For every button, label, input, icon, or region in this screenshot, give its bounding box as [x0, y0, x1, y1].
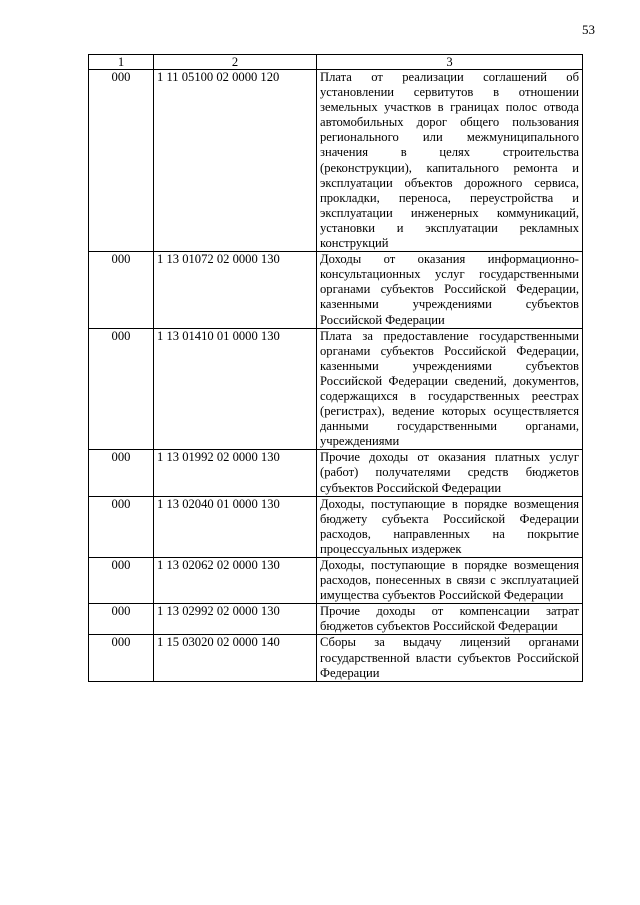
- admin-code-cell: 000: [89, 328, 154, 450]
- revenue-code-cell: 1 11 05100 02 0000 120: [154, 70, 317, 252]
- revenue-code-cell: 1 13 01410 01 0000 130: [154, 328, 317, 450]
- revenue-name-cell: Плата за предоставление государственными органами субъектов Российской Федерации, казенными учреждениями субъектов Российской Федерации сведений, документов, содержащихся в государственных реестрах (регистрах), ведение которых осуществляется данными государственными органами, учреждениями: [317, 328, 583, 450]
- page-number: 53: [582, 22, 595, 37]
- revenue-name-cell: Прочие доходы от компенсации затрат бюджетов субъектов Российской Федерации: [317, 604, 583, 635]
- admin-code-cell: 000: [89, 604, 154, 635]
- table-row: [89, 496, 583, 557]
- revenue-name-cell: Прочие доходы от оказания платных услуг (работ) получателями средств бюджетов субъектов Российской Федерации: [317, 450, 583, 496]
- table-row: [89, 70, 583, 252]
- revenue-code-cell: 1 13 02992 02 0000 130: [154, 604, 317, 635]
- column-header: 3: [317, 55, 583, 70]
- table-row: [89, 558, 583, 604]
- revenue-name-cell: Сборы за выдачу лицензий органами государственной власти субъектов Российской Федерации: [317, 635, 583, 681]
- revenue-code-cell: 1 13 01072 02 0000 130: [154, 252, 317, 328]
- revenue-name-cell: Доходы, поступающие в порядке возмещения расходов, понесенных в связи с эксплуатацией имущества субъектов Российской Федерации: [317, 558, 583, 604]
- revenue-name-cell: Доходы от оказания информационно-консультационных услуг государственными органами субъектов Российской Федерации, казенными учреждениями субъектов Российской Федерации: [317, 252, 583, 328]
- revenue-name-cell: Доходы, поступающие в порядке возмещения бюджету субъекта Российской Федерации расходов, направленных на покрытие процессуальных издержек: [317, 496, 583, 557]
- revenue-code-cell: 1 15 03020 02 0000 140: [154, 635, 317, 681]
- column-header: 2: [154, 55, 317, 70]
- admin-code-cell: 000: [89, 558, 154, 604]
- table-header-row: [89, 55, 583, 70]
- revenue-code-cell: 1 13 02062 02 0000 130: [154, 558, 317, 604]
- admin-code-cell: 000: [89, 635, 154, 681]
- revenue-name-cell: Плата от реализации соглашений об установлении сервитутов в отношении земельных участков в границах полос отвода автомобильных дорог общего пользования регионального или межмуниципального значения в целях строительства (реконструкции), капитального ремонта и эксплуатации объектов дорожного сервиса, прокладки, переноса, переустройства и эксплуатации инженерных коммуникаций, установки и эксплуатации рекламных конструкций: [317, 70, 583, 252]
- revenue-codes-table: [88, 54, 583, 682]
- revenue-code-cell: 1 13 01992 02 0000 130: [154, 450, 317, 496]
- admin-code-cell: 000: [89, 496, 154, 557]
- table-row: [89, 450, 583, 496]
- table-row: [89, 252, 583, 328]
- admin-code-cell: 000: [89, 252, 154, 328]
- table-row: [89, 328, 583, 450]
- column-header: 1: [89, 55, 154, 70]
- admin-code-cell: 000: [89, 70, 154, 252]
- table-row: [89, 635, 583, 681]
- revenue-code-cell: 1 13 02040 01 0000 130: [154, 496, 317, 557]
- table-row: [89, 604, 583, 635]
- admin-code-cell: 000: [89, 450, 154, 496]
